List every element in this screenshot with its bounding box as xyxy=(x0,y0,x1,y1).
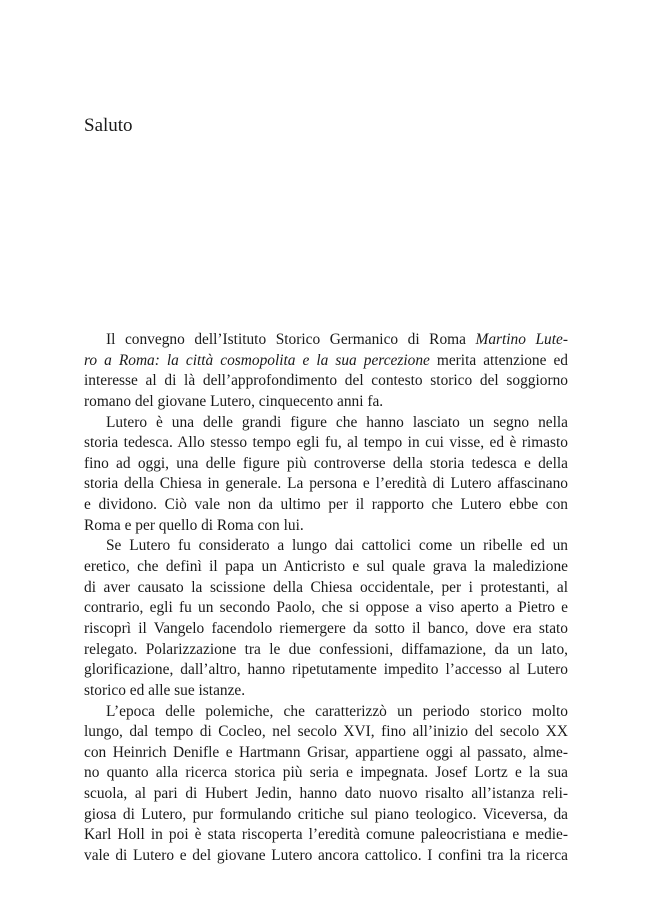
text-line xyxy=(84,557,568,578)
text-run: romano del giovane Lutero, cinquecento anni fa. xyxy=(84,392,384,410)
text-line xyxy=(84,846,568,867)
text-line xyxy=(84,743,568,764)
paragraph xyxy=(84,536,568,701)
text-line xyxy=(84,413,568,434)
text-run: eretico, che definì il papa un Anticristo e sul quale grava la maledizione xyxy=(84,558,568,576)
text-run: relegato. Polarizzazione tra le due confessioni, diffamazione, da un lato, xyxy=(84,640,568,658)
text-run: Karl Holl in poi è stata riscoperta l’eredità comune paleocristiana e medie- xyxy=(84,826,568,844)
text-line xyxy=(84,351,568,372)
text-run: fino ad oggi, una delle figure più controverse della storia tedesca e della xyxy=(84,454,568,472)
text-line xyxy=(84,722,568,743)
paragraph xyxy=(84,413,568,537)
text-line xyxy=(84,536,568,557)
text-line xyxy=(84,516,568,537)
text-run: Roma e per quello di Roma con lui. xyxy=(84,516,304,534)
text-line xyxy=(84,681,568,702)
text-line xyxy=(84,619,568,640)
text-line xyxy=(84,495,568,516)
chapter-heading: Saluto xyxy=(84,115,133,136)
text-run: no quanto alla ricerca storica più seria e impegnata. Josef Lortz e la sua xyxy=(84,764,568,782)
text-line xyxy=(84,474,568,495)
paragraph xyxy=(84,702,568,867)
text-line xyxy=(84,784,568,805)
text-line xyxy=(84,454,568,475)
text-run: storico ed alle sue istanze. xyxy=(84,681,246,699)
text-run: merita attenzione ed xyxy=(429,351,568,369)
text-run: Se Lutero fu considerato a lungo dai cattolici come un ribelle ed un xyxy=(106,537,568,555)
text-run: e dividono. Ciò vale non da ultimo per il rapporto che Lutero ebbe con xyxy=(84,496,568,514)
text-run: vale di Lutero e del giovane Lutero ancora cattolico. I confini tra la ricerca xyxy=(84,847,568,865)
text-line xyxy=(84,433,568,454)
text-line xyxy=(84,578,568,599)
italic-title-text: ro a Roma: la città cosmopolita e la sua percezione xyxy=(84,351,430,369)
text-run: Lutero è una delle grandi figure che hanno lasciato un segno nella xyxy=(106,413,568,431)
text-run: riscoprì il Vangelo facendolo riemergere da sotto il banco, dove era stato xyxy=(84,619,568,637)
italic-title-text: Martino Lute- xyxy=(475,331,568,348)
text-run: interesse al di là dell’approfondimento del contesto storico del soggiorno xyxy=(84,372,568,390)
body-text xyxy=(84,330,568,867)
text-line xyxy=(84,702,568,723)
text-line xyxy=(84,763,568,784)
text-line xyxy=(84,825,568,846)
text-run: contrario, egli fu un secondo Paolo, che si oppose a viso aperto a Pietro e xyxy=(84,599,568,617)
text-run: di aver causato la scissione della Chiesa occidentale, per i protestanti, al xyxy=(84,578,568,596)
text-run: glorificazione, dall’altro, hanno ripetutamente impedito l’accesso al Lutero xyxy=(84,661,568,679)
text-line xyxy=(84,392,568,413)
text-line xyxy=(84,598,568,619)
text-line xyxy=(84,640,568,661)
text-line xyxy=(84,371,568,392)
text-line xyxy=(84,805,568,826)
paragraph xyxy=(84,330,568,413)
text-line xyxy=(84,330,568,351)
text-run: Il convegno dell’Istituto Storico Germanico di Roma xyxy=(106,331,476,348)
text-run: giosa di Lutero, pur formulando critiche sul piano teologico. Viceversa, da xyxy=(84,805,568,823)
text-run: scuola, al pari di Hubert Jedin, hanno dato nuovo risalto all’istanza reli- xyxy=(84,785,568,803)
text-run: L’epoca delle polemiche, che caratterizzò un periodo storico molto xyxy=(106,702,568,720)
text-run: storia tedesca. Allo stesso tempo egli fu, al tempo in cui visse, ed è rimasto xyxy=(84,434,568,452)
text-line xyxy=(84,660,568,681)
text-run: storia della Chiesa in generale. La persona e l’eredità di Lutero affascinano xyxy=(84,475,568,493)
text-run: con Heinrich Denifle e Hartmann Grisar, appartiene oggi al passato, alme- xyxy=(84,743,568,761)
text-run: lungo, dal tempo di Cocleo, nel secolo XVI, fino all’inizio del secolo XX xyxy=(84,723,568,741)
